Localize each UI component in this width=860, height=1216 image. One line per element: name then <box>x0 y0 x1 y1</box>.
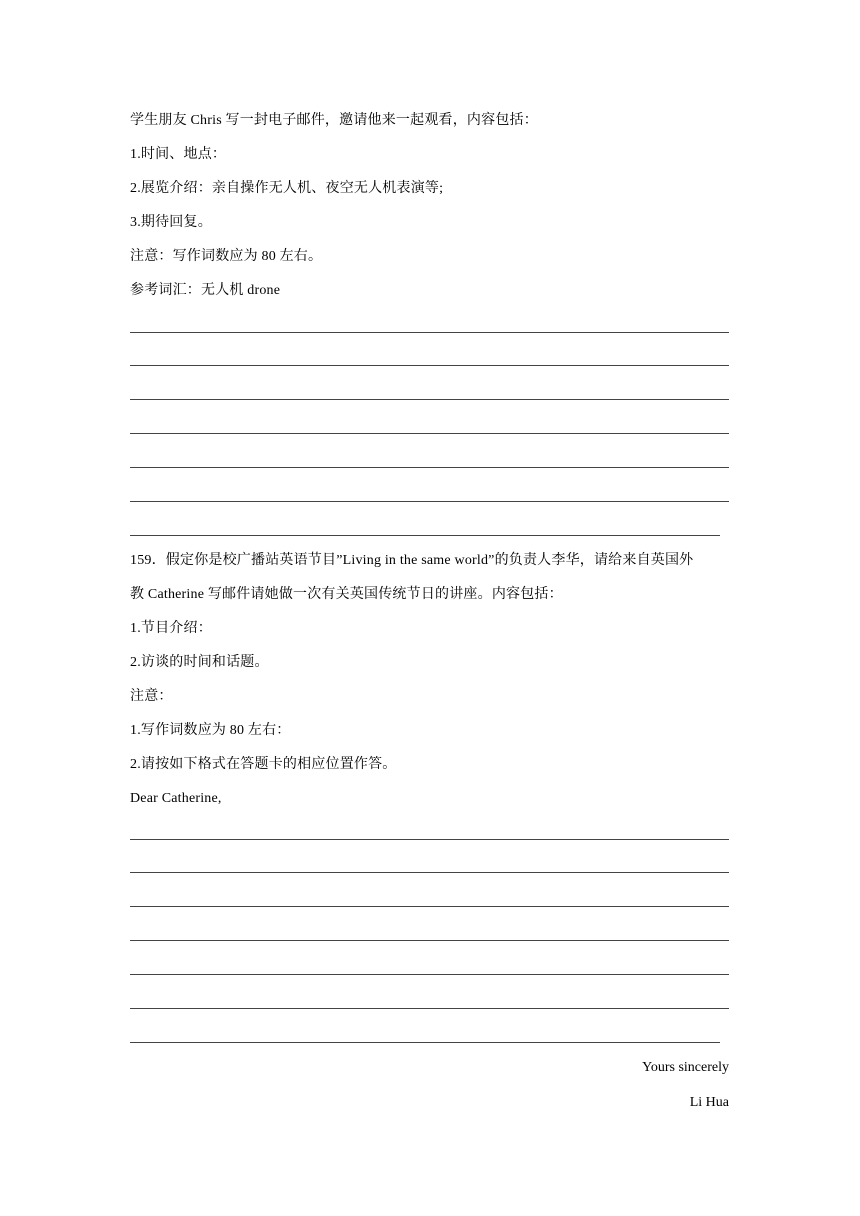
question-159-prompt-line-2: 教 Catherine 写邮件请她做一次有关英国传统节日的讲座。内容包括： <box>130 587 563 602</box>
answer-line[interactable] <box>130 1008 729 1009</box>
answer-line[interactable] <box>130 974 729 975</box>
section2-point-1: 1.节目介绍： <box>130 621 212 636</box>
section2-note-2: 2.请按如下格式在答题卡的相应位置作答。 <box>130 757 397 772</box>
answer-line[interactable] <box>130 1042 720 1043</box>
salutation: Dear Catherine, <box>130 791 222 806</box>
closing: Yours sincerely <box>642 1060 729 1075</box>
answer-line[interactable] <box>130 467 729 468</box>
answer-line[interactable] <box>130 399 729 400</box>
signature: Li Hua <box>689 1095 729 1110</box>
answer-line[interactable] <box>130 906 729 907</box>
section1-intro: 学生朋友 Chris 写一封电子邮件，邀请他来一起观看，内容包括： <box>130 113 538 128</box>
section1-point-2: 2.展览介绍：亲自操作无人机、夜空无人机表演等; <box>130 181 444 196</box>
question-159-prompt-line-1: 159．假定你是校广播站英语节目”Living in the same world”的负责人李华，请给来自英国外 <box>130 553 694 568</box>
section1-point-1: 1.时间、地点： <box>130 147 227 162</box>
section1-point-3: 3.期待回复。 <box>130 215 212 230</box>
section2-note-1: 1.写作词数应为 80 左右： <box>130 723 291 738</box>
answer-line[interactable] <box>130 940 729 941</box>
section2-point-2: 2.访谈的时间和话题。 <box>130 655 269 670</box>
answer-line[interactable] <box>130 535 720 536</box>
section2-note-title: 注意： <box>130 689 173 704</box>
answer-line[interactable] <box>130 433 729 434</box>
section1-note: 注意：写作词数应为 80 左右。 <box>130 249 323 264</box>
answer-line[interactable] <box>130 365 729 366</box>
answer-line[interactable] <box>130 501 729 502</box>
section1-vocab: 参考词汇：无人机 drone <box>130 283 281 298</box>
answer-line[interactable] <box>130 332 729 333</box>
answer-line[interactable] <box>130 839 729 840</box>
answer-line[interactable] <box>130 872 729 873</box>
